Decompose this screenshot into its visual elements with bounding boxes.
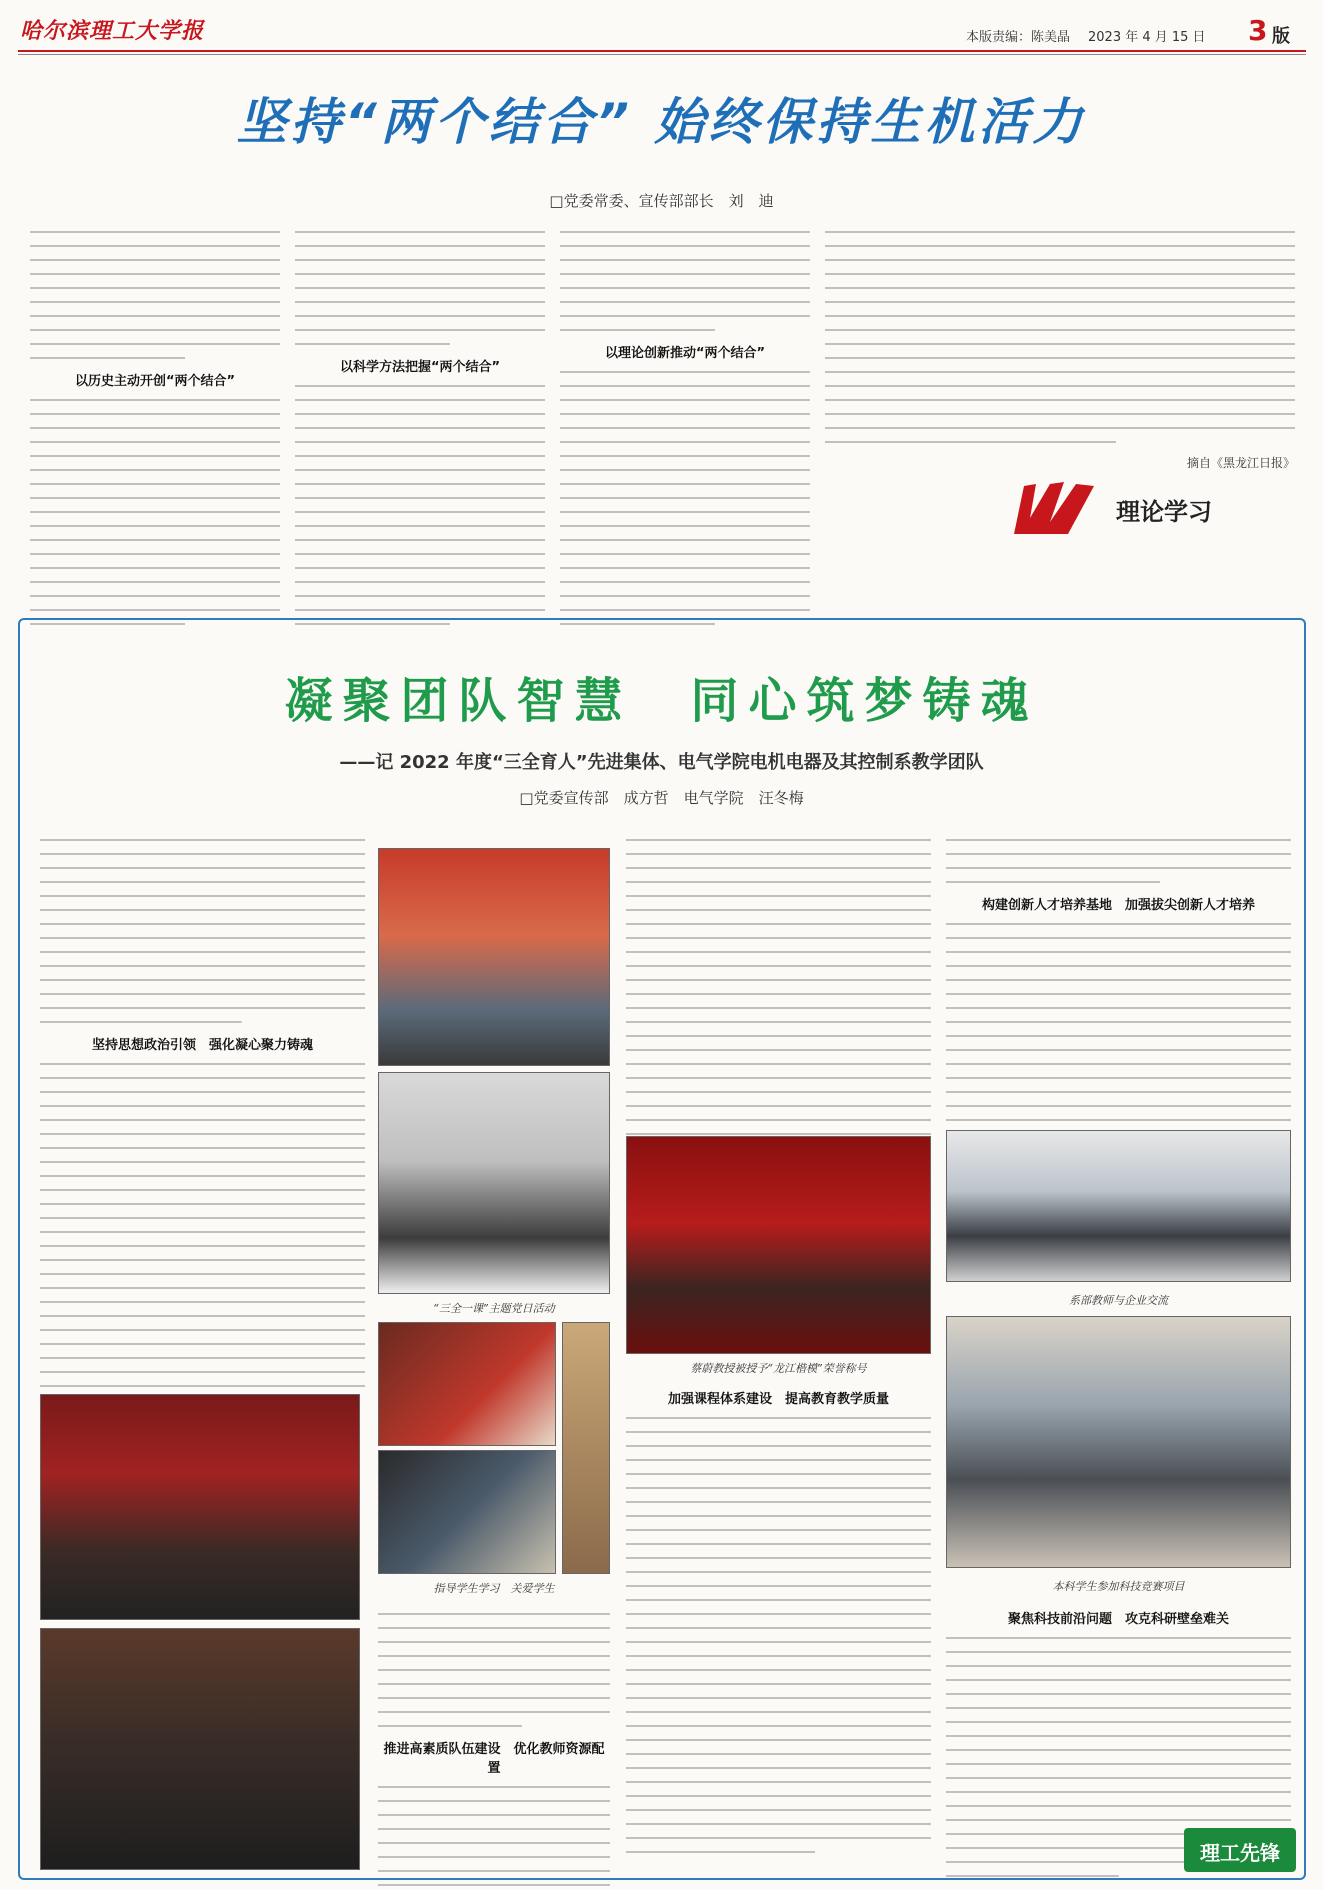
caption-enterprise-exchange: 系部教师与企业交流 (1069, 1294, 1168, 1307)
text-block (560, 367, 810, 628)
text-block (30, 395, 280, 628)
column-badge (1184, 1828, 1296, 1872)
text-block (378, 1782, 610, 1890)
text-block (626, 1413, 931, 1856)
article2-column-4 (626, 1380, 931, 1861)
article1-section-heading: 以历史主动开创“两个结合” (74, 374, 236, 389)
masthead-rule-thin (18, 54, 1306, 55)
article2-section-heading: 聚焦科技前沿问题 攻克科研壁垒难关 (1007, 1612, 1229, 1627)
article2-column-2 (378, 1604, 610, 1890)
caption-tech-competition: 本科学生参加科技竞赛项目 (1052, 1580, 1185, 1593)
page-number: 3 (1248, 14, 1268, 47)
article2-column-5 (946, 830, 1291, 1143)
photo-guide-student-3 (562, 1322, 610, 1574)
photo-longjiang-model-award (626, 1136, 931, 1354)
article2-section-heading: 加强课程体系建设 提高教育教学质量 (667, 1392, 889, 1407)
issue-date: 2023 年 4 月 15 日 (1088, 30, 1206, 45)
text-block (378, 1609, 610, 1730)
article1-column-3 (560, 222, 810, 633)
article1-section-heading: 以理论创新推动“两个结合” (604, 346, 766, 361)
article1-column-1 (30, 222, 280, 633)
newspaper-name: 哈尔滨理工大学报 (20, 18, 205, 44)
text-block (40, 835, 365, 1026)
article2-column-3 (626, 830, 931, 1185)
photo-enterprise-exchange (946, 1130, 1291, 1282)
article2-title: 凝聚团队智慧 同心筑梦铸魂 (284, 673, 1039, 729)
column-badge-label: 理工先锋 (1200, 1841, 1280, 1865)
photo-tech-competition (946, 1316, 1291, 1568)
article2-section-heading: 坚持思想政治引领 强化凝心聚力铸魂 (91, 1038, 313, 1053)
page-unit: 版 (1272, 26, 1290, 47)
photo-exhibition-visit (40, 1628, 360, 1870)
red-flag-icon (1006, 474, 1106, 544)
caption-guide-students: 指导学生学习 关爱学生 (433, 1582, 555, 1595)
text-block (295, 381, 545, 628)
photo-guide-student-1 (378, 1322, 556, 1446)
text-block (825, 227, 1295, 446)
text-block (946, 835, 1291, 886)
article2-column-1 (40, 830, 365, 1409)
article2-byline: □党委宣传部 成方哲 电气学院 汪冬梅 (519, 789, 804, 807)
article1-title: 坚持“两个结合” 始终保持生机活力 (236, 93, 1087, 151)
photo-snow-activity (378, 1072, 610, 1294)
photo-guide-student-2 (378, 1450, 556, 1574)
page-editor: 本版责编：陈美晶 (966, 30, 1071, 45)
caption-party-day: “三全一课”主题党日活动 (433, 1302, 555, 1315)
text-block (40, 1059, 365, 1404)
article2-subtitle: ——记 2022 年度“三全育人”先进集体、电气学院电机电器及其控制系教学团队 (339, 752, 984, 773)
text-block (30, 227, 280, 362)
photo-team-group (378, 848, 610, 1066)
article1-source: 摘自《黑龙江日报》 (1186, 456, 1295, 470)
article1-byline: □党委常委、宣传部部长 刘 迪 (549, 192, 774, 210)
text-block (295, 227, 545, 348)
photo-party-activity (40, 1394, 360, 1620)
article2-section-heading: 推进高素质队伍建设 优化教师资源配置 (383, 1742, 605, 1776)
section-label: 理论学习 (1116, 498, 1212, 526)
text-block (946, 919, 1291, 1138)
text-block (626, 835, 931, 1180)
article2-section-heading: 构建创新人才培养基地 加强拔尖创新人才培养 (981, 898, 1255, 913)
article1-column-4 (825, 222, 1295, 471)
masthead-rule (18, 50, 1306, 52)
text-block (560, 227, 810, 334)
section-stamp (1006, 474, 1306, 544)
caption-longjiang-model: 蔡蔚教授被授予“龙江楷模”荣誉称号 (690, 1362, 867, 1375)
article1-section-heading: 以科学方法把握“两个结合” (339, 360, 501, 375)
article1-column-2 (295, 222, 545, 633)
